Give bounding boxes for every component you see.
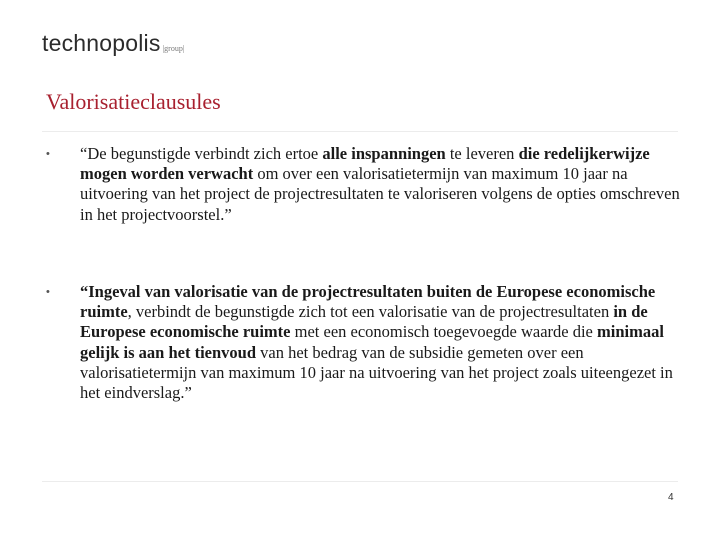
clause-text: te leveren [445, 144, 519, 163]
logo-wordmark: technopolis [42, 30, 161, 56]
clause-text: , verbindt de begunstigde zich tot een valorisatie van de projectresultaten [127, 302, 614, 322]
bullet-marker: • [46, 148, 50, 160]
footer-divider [42, 481, 678, 482]
emphasized-text: die redelijkerwijze mogen worden verwacht [80, 144, 650, 184]
clause-paragraph-2 [80, 282, 680, 403]
clause-paragraph-1 [80, 144, 680, 225]
emphasized-text: alle inspanningen [322, 144, 446, 163]
clause-text: om over een valorisatietermijn van maximum 10 jaar na uitvoering van het project de projectresultaten te valoriseren volgens de opties omschreven in het projectvoorstel.” [80, 164, 680, 224]
clause-text: “De begunstigde verbindt zich ertoe [80, 144, 323, 163]
clause-text: met een economisch toegevoegde waarde die [290, 322, 597, 342]
emphasized-text: “Ingeval van valorisatie van de projectresultaten buiten de Europese economische ruimte [80, 282, 656, 322]
title-divider [42, 131, 678, 132]
emphasized-text: minimaal gelijk is aan het tienvoud [80, 322, 664, 362]
bullet-marker: • [46, 286, 50, 298]
technopolis-logo [42, 30, 184, 60]
logo-group-tag: |group| [162, 44, 185, 53]
page-number: 4 [668, 492, 674, 503]
clause-text: van het bedrag van de subsidie gemeten over een valorisatietermijn van maximum 10 jaar na uitvoering van het project zoals uiteengezet in het eindverslag.” [80, 342, 673, 403]
emphasized-text: in de Europese economische ruimte [80, 302, 648, 342]
slide-title: Valorisatieclausules [46, 89, 221, 114]
